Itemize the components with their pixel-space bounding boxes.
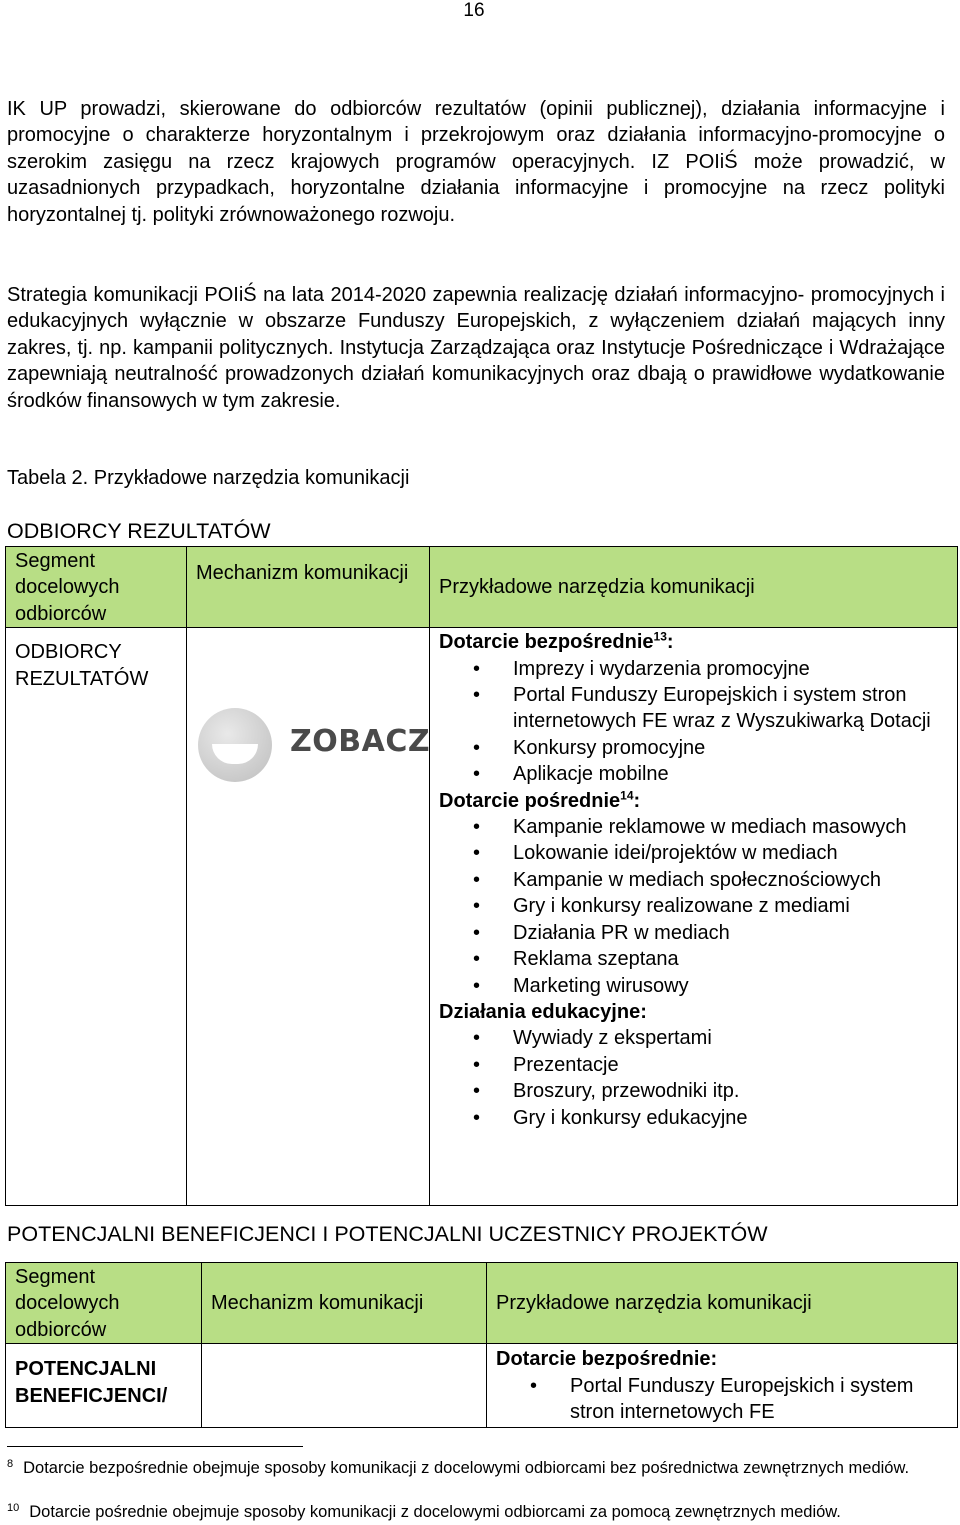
list-item: • Działania PR w mediach [439,920,948,946]
table-header-row [6,547,958,628]
paragraph-2-line: Instytucje Pośredniczące i Wdrażające zapewniają neutralność prowadzonych działań [7,336,945,386]
tools-table-result-recipients [5,546,958,1206]
table-row [6,1344,958,1428]
paragraph-2-line: zakresie. [260,389,341,412]
footnote-ref: 14 [620,788,634,802]
list-item: • Prezentacje [439,1052,948,1078]
header-mechanism [202,1263,487,1344]
list-item: • Broszury, przewodniki itp. [439,1078,948,1104]
group-title [439,629,948,655]
table-caption: Tabela 2. Przykładowe narzędzia komunikacji [7,467,410,489]
tools-cell [487,1344,958,1428]
list-item: • Aplikacje mobilne [439,761,948,787]
list-item: • Portal Funduszy Europejskich i system stron internetowych FE wraz z Wyszukiwarką Dotacji [439,682,948,735]
list-item: • Konkursy promocyjne [439,735,948,761]
table-header-row [6,1263,958,1344]
segment-value: POTENCJALNI BENEFICJENCI/ [15,1358,168,1407]
segment-cell [6,1344,202,1428]
tools-list [439,1025,948,1131]
group-title: Dotarcie bezpośrednie: [496,1348,718,1371]
list-item: • Wywiady z ekspertami [439,1025,948,1051]
header-tools [487,1263,958,1344]
list-item: • Portal Funduszy Europejskich i system stron internetowych FE [496,1373,948,1426]
footnote [7,1502,945,1522]
paragraph-2-line: promocyjnych i edukacyjnych wyłącznie w obszarze Funduszy Europejskich, z wyłączeniem [7,284,945,333]
section-heading-result-recipients: ODBIORCY REZULTATÓW [7,519,271,543]
header-tools-label: Przykładowe narzędzia komunikacji [439,575,755,598]
paragraph-1-line: IZ POIiŚ może prowadzić, w uzasadnionych przypadkach, horyzontalne działania [7,150,945,200]
footnote-text: Dotarcie pośrednie obejmuje sposoby komunikacji z docelowymi odbiorcami za pomocą zewnętrznych mediów. [29,1503,841,1521]
zobacz-logo-text: ZOBACZ [290,724,431,760]
footnote-mark: 10 [7,1501,20,1514]
list-item: • Gry i konkursy edukacyjne [439,1105,948,1131]
paragraph-2-line: komunikacyjnych oraz dbają o prawidłowe wydatkowanie środków finansowych w tym [7,363,945,412]
group-title-text: Działania edukacyjne: [439,1000,647,1023]
list-item: • Kampanie w mediach społecznościowych [439,867,948,893]
paragraph-1 [7,96,945,228]
paragraph-1-line: IK UP prowadzi, skierowane do odbiorców rezultatów (opinii publicznej), działania [7,98,801,120]
mechanism-cell [202,1344,487,1428]
segment-cell [6,628,187,1206]
footnote-ref: 13 [653,629,667,644]
group-title [439,999,948,1025]
tools-table-potential-beneficiaries [5,1262,958,1428]
group-title-text: Dotarcie pośrednie [439,789,621,812]
list-item: • Marketing wirusowy [439,973,948,999]
group-title [439,788,948,814]
list-item: • Kampanie reklamowe w mediach masowych [439,814,948,840]
footnote-text: Dotarcie bezpośrednie obejmuje sposoby komunikacji z docelowymi odbiorcami bez pośrednictwa zewnętrznych mediów. [23,1459,910,1477]
tools-cell [430,628,958,1206]
tools-list [439,814,948,999]
paragraph-1-line: informacyjne i promocyjne o charakterze horyzontalnym i przekrojowym oraz działania [7,98,945,147]
group-title-text: Dotarcie bezpośrednie [439,631,654,654]
mechanism-cell [187,628,430,1206]
paragraph-2 [7,282,945,414]
smiley-icon [198,708,272,782]
footnote-separator [7,1446,303,1447]
header-segment [6,1263,202,1344]
footnote-mark: 8 [7,1457,14,1470]
paragraph-1-line: informacyjne i promocyjne na rzecz polityki horyzontalnej tj. polityki zrównoważonego [7,177,945,226]
list-item: • Imprezy i wydarzenia promocyjne [439,656,948,682]
header-segment [6,547,187,628]
header-segment-label: Segment docelowych odbiorców [15,1266,120,1341]
tools-list [439,656,948,788]
header-tools-label: Przykładowe narzędzia komunikacji [496,1291,812,1314]
group-title-suffix: : [666,631,674,654]
tools-list [496,1373,948,1426]
header-mechanism-label: Mechanizm komunikacji [196,562,409,584]
group-title-suffix: : [633,789,641,812]
paragraph-2-line: Strategia komunikacji POIiŚ na lata 2014-2020 zapewnia realizację działań informacyjno- [7,284,805,306]
header-segment-label: Segment docelowych odbiorców [15,550,120,625]
footnote [7,1458,945,1478]
paragraph-1-line: rozwoju. [380,203,456,226]
zobacz-logo [198,708,431,794]
section-heading-potential-beneficiaries: POTENCJALNI BENEFICJENCI I POTENCJALNI UCZESTNICY PROJEKTÓW [7,1222,768,1246]
list-item: • Reklama szeptana [439,946,948,972]
list-item: • Gry i konkursy realizowane z mediami [439,893,948,919]
paragraph-1-line: informacyjno-promocyjne o szerokim zasięgu na rzecz krajowych programów operacyjnych. [7,124,945,173]
header-tools [430,547,958,628]
list-item: • Lokowanie idei/projektów w mediach [439,840,948,866]
paragraph-2-line: działań mających inny zakres, tj. np. kampanii politycznych. Instytucja Zarządzająca oraz [7,310,946,359]
segment-value: ODBIORCY REZULTATÓW [15,641,149,690]
header-mechanism-label: Mechanizm komunikacji [211,1291,424,1314]
page-number: 16 [463,0,485,21]
table-row [6,628,958,1206]
header-mechanism [187,547,430,628]
